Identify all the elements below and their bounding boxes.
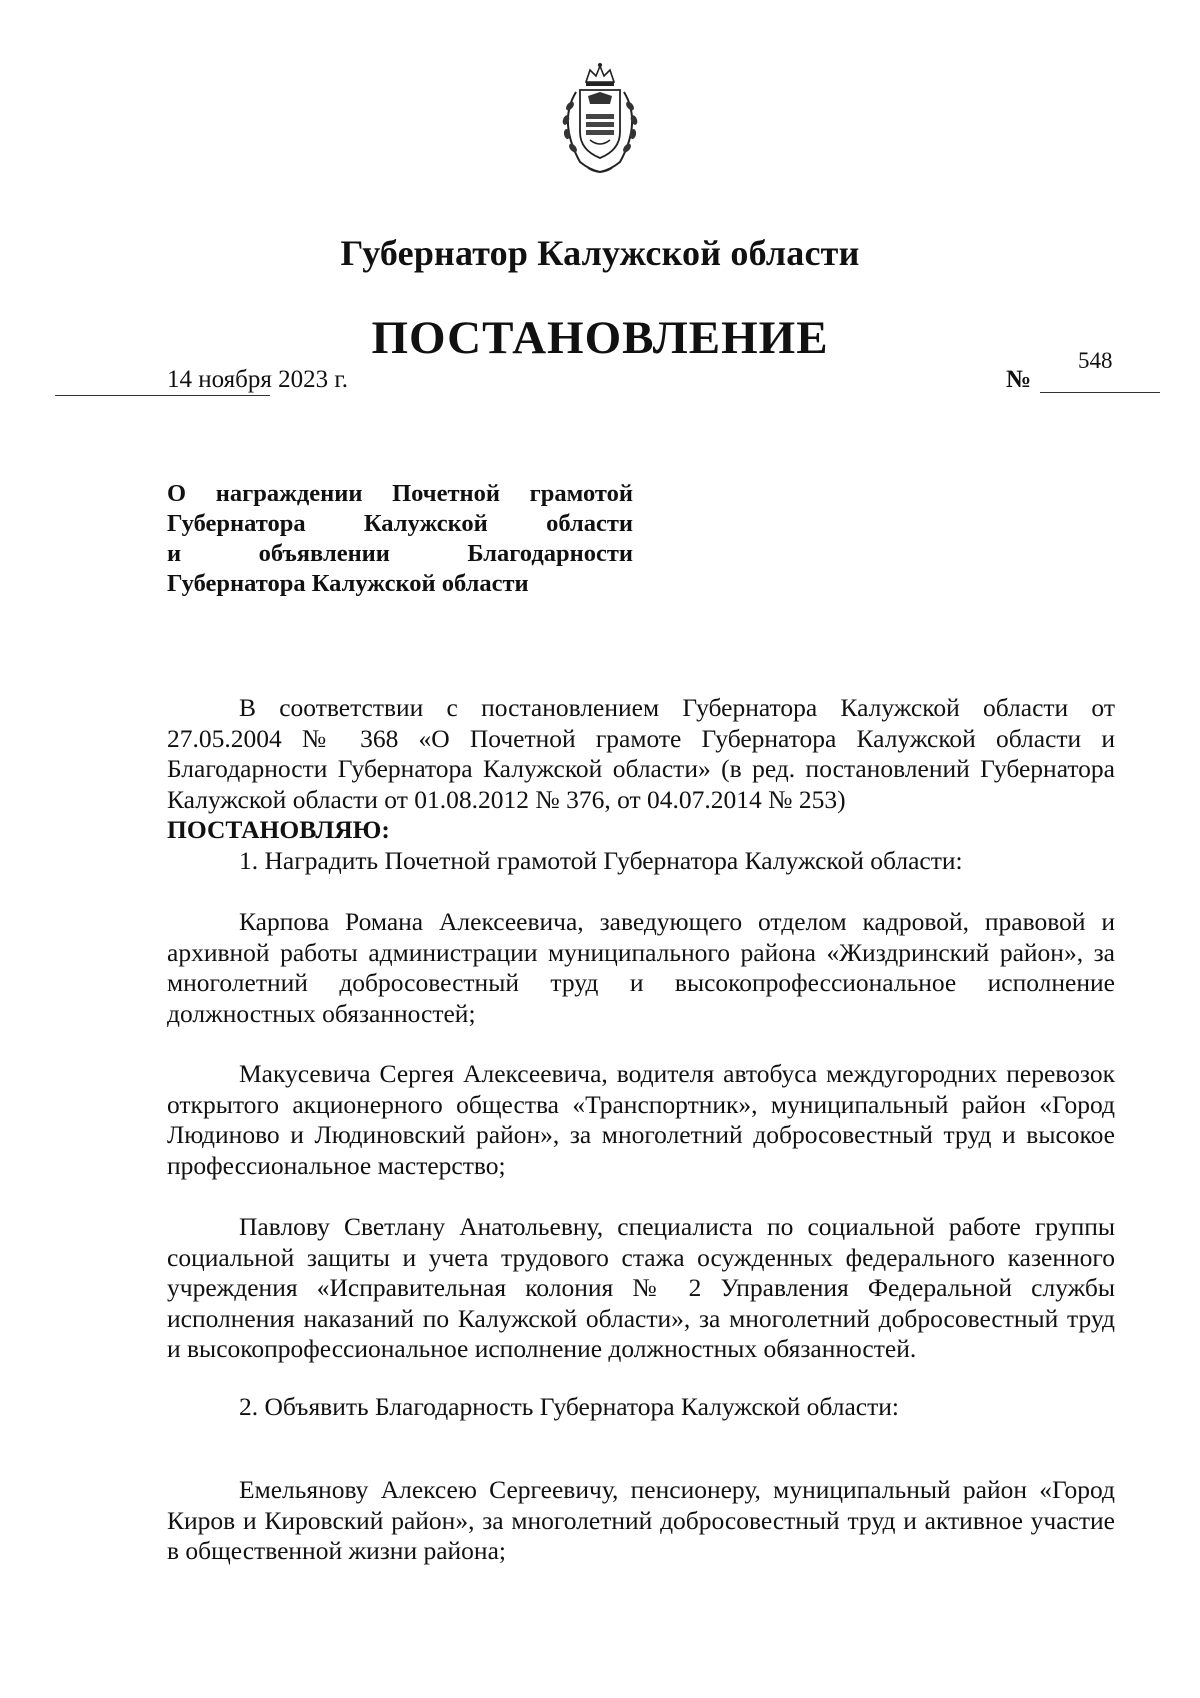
thanked-paragraph bbox=[167, 1475, 1115, 1567]
item-2-block bbox=[167, 1392, 1115, 1423]
subject-line: и объявлении Благодарности bbox=[167, 540, 633, 567]
number-underline bbox=[1040, 392, 1160, 393]
resolve-heading: ПОСТАНОВЛЯЮ: bbox=[167, 815, 390, 844]
number-label: № bbox=[1006, 366, 1032, 393]
awardee-paragraph bbox=[167, 1059, 1115, 1181]
document-date: 14 ноября 2023 г. bbox=[167, 366, 349, 393]
document-subject bbox=[167, 479, 633, 599]
issuing-authority: Губернатор Калужской области bbox=[340, 233, 860, 273]
subject-line: Губернатора Калужской области bbox=[167, 510, 633, 537]
awardee-text: Карпова Романа Алексеевича, заведующего отделом кадровой, правовой и архивной работы администрации муниципального района «Жиздринский район», за многолетний добросовестный труд и высокопрофессиональное исполнение должностных обязанностей; bbox=[167, 907, 1115, 1028]
awardee-text: Павлову Светлану Анатольевну, специалиста по социальной работе группы социальной защиты и учета трудового стажа осужденных федерального казенного учреждения «Исправительная колония № 2 Управления Федеральной службы исполнения наказаний по Калужской области», за многолетний добросовестный труд и высокопрофессиональное исполнение должностных обязанностей. bbox=[167, 1212, 1115, 1363]
subject-line: Губернатора Калужской области bbox=[167, 570, 529, 597]
awardee-paragraph bbox=[167, 1212, 1115, 1365]
awardee-paragraph bbox=[167, 907, 1115, 1029]
awardee-text: Макусевича Сергея Алексеевича, водителя автобуса междугородних перевозок открытого акционерного общества «Транспортник», муниципальный район «Город Людиново и Людиновский район», за многолетний добросовестный труд и высокое профессиональное мастерство; bbox=[167, 1059, 1115, 1180]
item-2-title: 2. Объявить Благодарность Губернатора Калужской области: bbox=[239, 1392, 899, 1421]
document-number: 548 bbox=[1078, 348, 1113, 373]
document-type-title: ПОСТАНОВЛЕНИЕ bbox=[371, 312, 829, 364]
item-1-title: 1. Наградить Почетной грамотой Губернатора Калужской области: bbox=[239, 845, 963, 875]
kaluga-coat-of-arms-icon bbox=[550, 62, 650, 180]
date-underline bbox=[55, 395, 270, 396]
preamble-block bbox=[167, 693, 1115, 876]
subject-line: О награждении Почетной грамотой bbox=[167, 480, 633, 507]
preamble-text: В соответствии с постановлением Губернатора Калужской области от 27.05.2004 № 368 «О Почетной грамоте Губернатора Калужской области и Благодарности Губернатора Калужской области» (в ред. постановлений Губернатора Калужской области от 01.08.2012 № 376, от 04.07.2014 № 253) bbox=[167, 693, 1115, 814]
thanked-text: Емельянову Алексею Сергеевичу, пенсионеру, муниципальный район «Город Киров и Кировский район», за многолетний добросовестный труд и активное участие в общественной жизни района; bbox=[167, 1475, 1115, 1565]
